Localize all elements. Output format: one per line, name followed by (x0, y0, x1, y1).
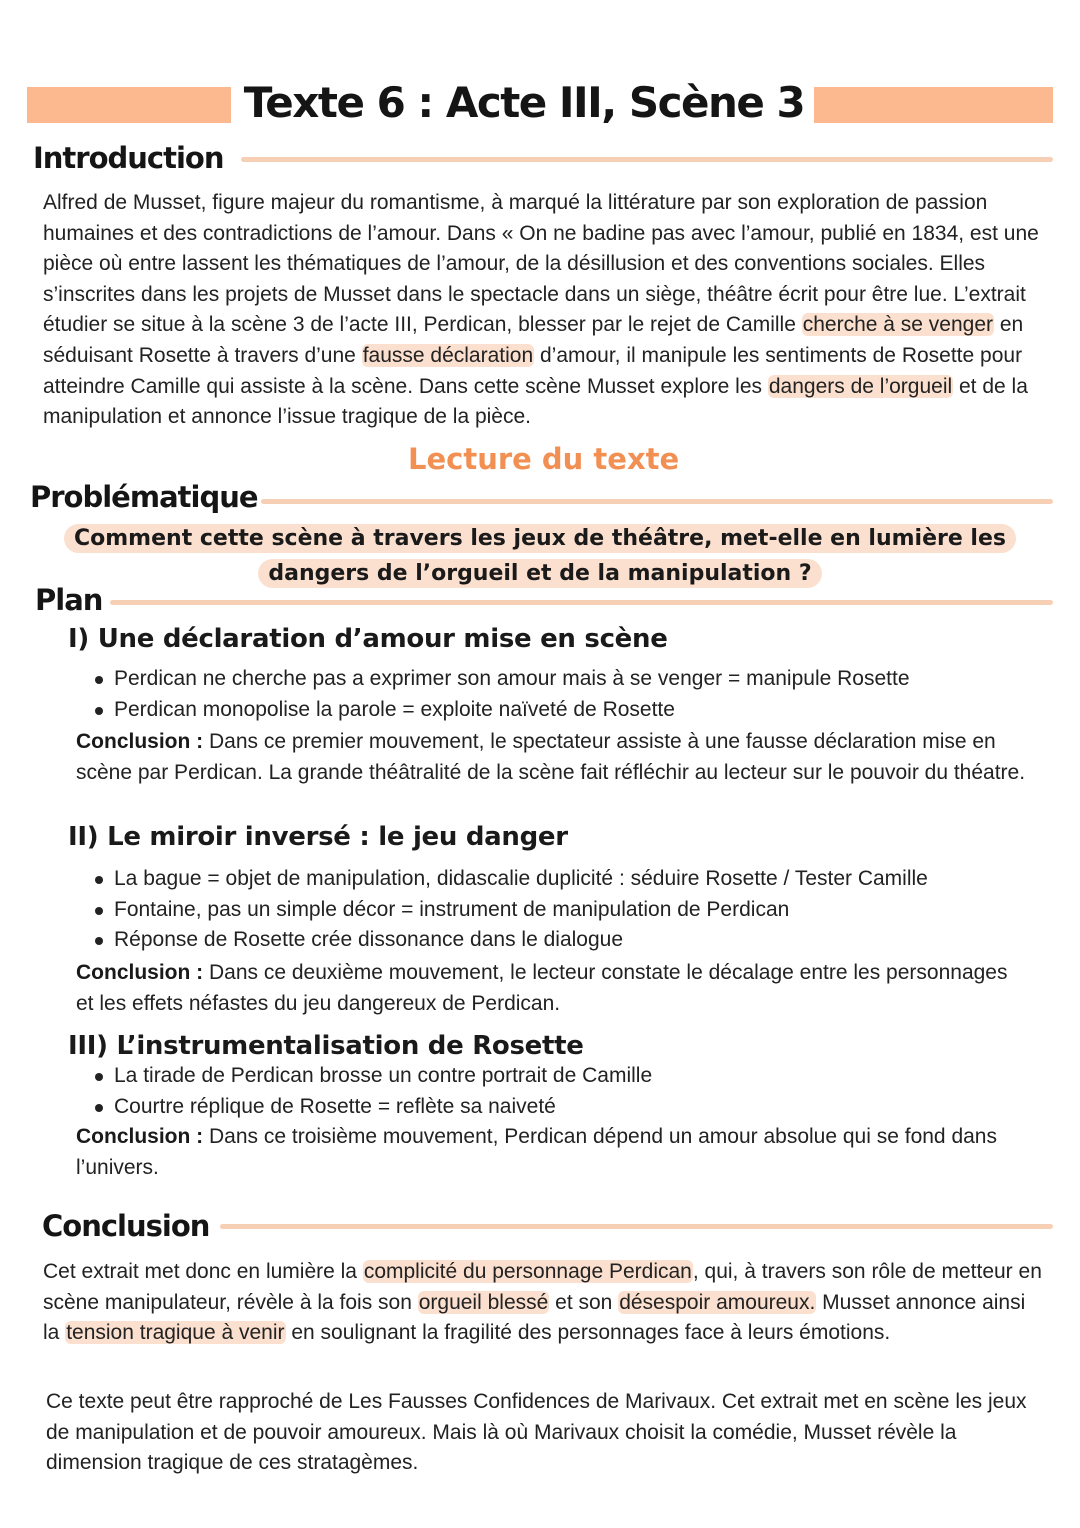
plan-rule (110, 600, 1053, 605)
plan-part-3-conclusion-text: Dans ce troisième mouvement, Perdican dépend un amour absolue qui se fond dans l’univers. (76, 1125, 997, 1179)
conclusion-text-3: et son (549, 1290, 619, 1314)
plan-part-2-title: II) Le miroir inversé : le jeu danger (68, 822, 568, 852)
plan-part-1-bullets (92, 664, 910, 725)
plan-part-1-conclusion (76, 727, 1036, 788)
conclusion-highlight-1: complicité du personnage Perdican (363, 1260, 692, 1283)
conclusion-text-5: en soulignant la fragilité des personnages face à leurs émotions. (285, 1321, 891, 1345)
conclusion-text-1: Cet extrait met donc en lumière la (43, 1260, 363, 1283)
problematique-line-1: Comment cette scène à travers les jeux de théâtre, met-elle en lumière les (64, 524, 1016, 553)
lecture-du-texte-label: Lecture du texte (408, 442, 680, 476)
introduction-heading: Introduction (33, 141, 224, 175)
introduction-highlight-3: dangers de l’orgueil (768, 374, 953, 398)
introduction-text-2: en séduisant Rosette à travers d’une (43, 313, 1024, 367)
plan-part-2-conclusion-label: Conclusion : (76, 961, 204, 984)
plan-part-3-conclusion-label: Conclusion : (76, 1125, 204, 1148)
plan-part-1-conclusion-text: Dans ce premier mouvement, le spectateur assiste à une fausse déclaration mise en scène par Perdican. La grande théâtralité de la scène fait réfléchir au lecteur sur le pouvoir du théatre. (76, 730, 1026, 784)
introduction-highlight-2: fausse déclaration (362, 343, 534, 367)
plan-part-2-bullet-1: La bague = objet de manipulation, didascalie duplicité : séduire Rosette / Tester Camille (92, 864, 928, 895)
introduction-text-4: et de la manipulation et annonce l’issue tragique de la pièce. (43, 374, 1028, 429)
conclusion-highlight-2: orgueil blessé (418, 1290, 549, 1314)
conclusion-heading: Conclusion (42, 1209, 210, 1243)
plan-part-3-bullets (92, 1061, 652, 1122)
title-bar-right (814, 87, 1053, 123)
title-bar-left (27, 87, 231, 123)
conclusion-rule (220, 1224, 1053, 1229)
problematique-line-2: dangers de l’orgueil et de la manipulation ? (258, 559, 821, 588)
plan-heading: Plan (35, 583, 103, 617)
ouverture-paragraph: Ce texte peut être rapproché de Les Fausses Confidences de Marivaux. Cet extrait met en scène les jeux de manipulation et de pouvoir amoureux. Mais là où Marivaux choisit la comédie, Musset révèle la dimension tragique de ces stratagèmes. (46, 1390, 1027, 1475)
introduction-rule (241, 157, 1053, 162)
plan-part-3-title: III) L’instrumentalisation de Rosette (68, 1031, 584, 1061)
plan-part-3-conclusion (76, 1122, 1016, 1183)
plan-part-2-bullet-3: Réponse de Rosette crée dissonance dans le dialogue (92, 925, 928, 956)
problematique-rule (261, 499, 1053, 504)
plan-part-1-bullet-2: Perdican monopolise la parole = exploite naïveté de Rosette (92, 695, 910, 726)
problematique-question (60, 521, 1020, 591)
conclusion-paragraph (43, 1257, 1043, 1349)
plan-part-2-bullet-2: Fontaine, pas un simple décor = instrument de manipulation de Perdican (92, 895, 928, 926)
plan-part-1-title: I) Une déclaration d’amour mise en scène (68, 624, 668, 654)
conclusion-text-4: Musset annonce ainsi la (43, 1290, 1026, 1345)
problematique-heading: Problématique (30, 480, 258, 514)
plan-part-2-bullets (92, 864, 928, 956)
conclusion-highlight-4: tension tragique à venir (66, 1321, 285, 1345)
introduction-highlight-1: cherche à se venger (802, 313, 994, 337)
introduction-text-3: d’amour, il manipule les sentiments de Rosette pour atteindre Camille qui assiste à la scène. Dans cette scène Musset explore les (43, 343, 1023, 398)
plan-part-3-bullet-2: Courtre réplique de Rosette = reflète sa naiveté (92, 1092, 652, 1123)
conclusion-highlight-3: désespoir amoureux. (619, 1290, 816, 1314)
plan-part-2-conclusion (76, 958, 1016, 1019)
introduction-text-1: Alfred de Musset, figure majeur du romantisme, à marqué la littérature par son exploration de passion humaines et des contradictions de l’amour. Dans « On ne badine pas avec l’amour, publié en 1834, est une pièce où entre lassent les thématiques de l’amour, de la désillusion et des conventions sociales. Elles s’inscrites dans les projets de Musset dans le spectacle dans un siège, théâtre écrit pour être lue. L’extrait étudier se situe à la scène 3 de l’acte III, Perdican, blesser par le rejet de Camille (43, 191, 1039, 337)
conclusion-text-2: , qui, à travers son rôle de metteur en scène manipulateur, révèle à la fois son (43, 1260, 1042, 1314)
plan-part-2-conclusion-text: Dans ce deuxième mouvement, le lecteur constate le décalage entre les personnages et les effets néfastes du jeu dangereux de Perdican. (76, 961, 1008, 1015)
plan-part-3-bullet-1: La tirade de Perdican brosse un contre portrait de Camille (92, 1061, 652, 1092)
page-title: Texte 6 : Acte III, Scène 3 (243, 78, 805, 127)
introduction-paragraph (43, 188, 1043, 433)
plan-part-1-bullet-1: Perdican ne cherche pas a exprimer son amour mais à se venger = manipule Rosette (92, 664, 910, 695)
plan-part-1-conclusion-label: Conclusion : (76, 730, 204, 753)
